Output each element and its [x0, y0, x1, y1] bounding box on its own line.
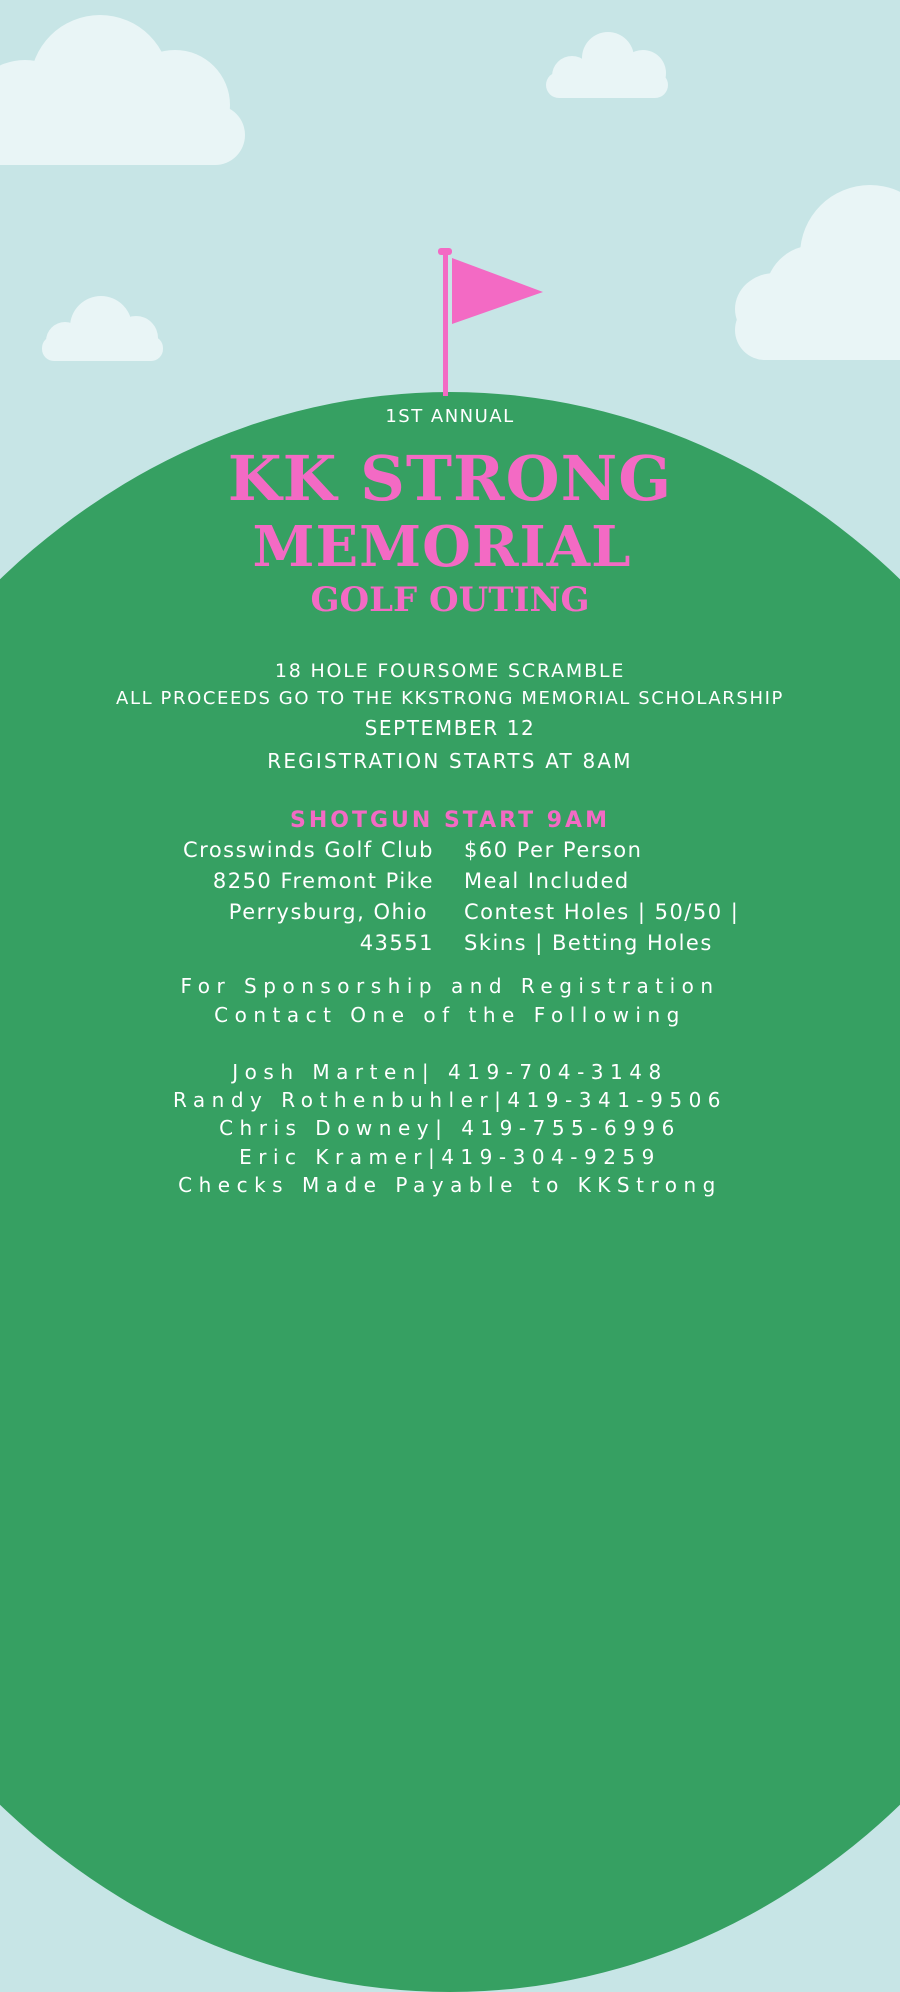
extras-line1: Contest Holes | 50/50 |	[464, 900, 740, 924]
title-golf-outing: GOLF OUTING	[310, 580, 590, 620]
checks-payable: Checks Made Payable to KKStrong	[178, 1173, 722, 1197]
proceeds-line: ALL PROCEEDS GO TO THE KKSTRONG MEMORIAL SCHOLARSHIP	[116, 688, 784, 709]
registration-line: REGISTRATION STARTS AT 8AM	[267, 749, 633, 773]
price: $60 Per Person	[464, 838, 643, 862]
contact-person: Eric Kramer|419-304-9259	[239, 1145, 661, 1169]
contact-intro-1: For Sponsorship and Registration	[180, 974, 720, 998]
shotgun-start: SHOTGUN START 9AM	[290, 808, 610, 833]
flag-icon	[436, 248, 548, 396]
club-zip: 43551	[359, 931, 434, 955]
cloud-top-left	[0, 0, 270, 170]
date-line: SEPTEMBER 12	[364, 716, 536, 740]
cloud-middle-left	[42, 296, 167, 364]
club-street: 8250 Fremont Pike	[212, 869, 434, 893]
annual-label: 1ST ANNUAL	[385, 406, 515, 427]
contact-person: Randy Rothenbuhler|419-341-9506	[172, 1088, 728, 1112]
extras-line2: Skins | Betting Holes	[464, 931, 713, 955]
cloud-right	[735, 185, 900, 363]
contact-person: Chris Downey| 419-755-6996	[219, 1116, 681, 1140]
contact-intro-2: Contact One of the Following	[214, 1003, 686, 1027]
contact-person: Josh Marten| 419-704-3148	[232, 1060, 668, 1084]
club-name: Crosswinds Golf Club	[183, 838, 434, 862]
club-city: Perrysburg, Ohio	[228, 900, 428, 924]
cloud-top-right	[546, 32, 671, 100]
format-line: 18 HOLE FOURSOME SCRAMBLE	[274, 660, 626, 682]
meal: Meal Included	[464, 869, 630, 893]
title-kk-strong: KK STRONG	[227, 442, 673, 515]
title-memorial: MEMORIAL	[252, 514, 632, 580]
